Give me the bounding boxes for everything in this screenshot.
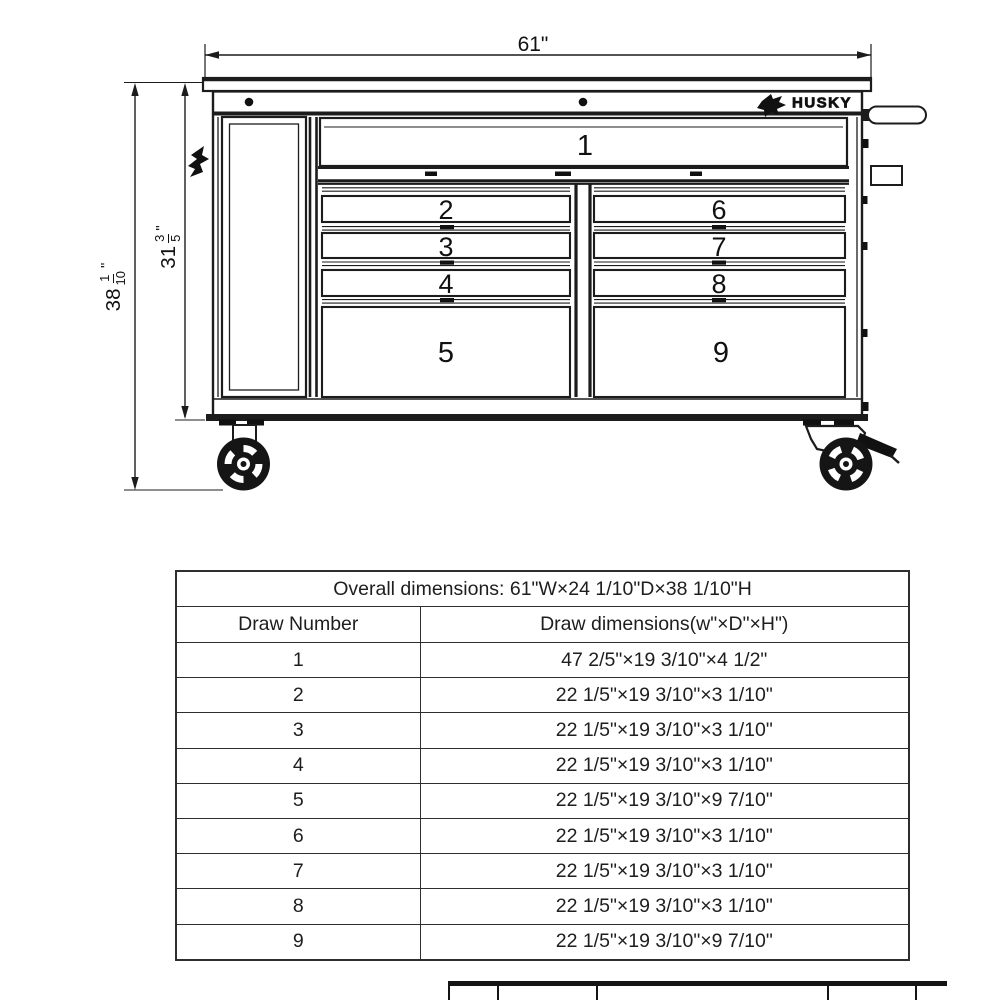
overall-dimensions-row <box>176 571 909 607</box>
draw-dimensions-cell: 22 1/5"×19 3/10"×3 1/10" <box>420 678 909 713</box>
door-latch <box>188 146 209 177</box>
drawer-6 <box>594 195 845 225</box>
draw-dimensions-header: Draw dimensions(w"×D"×H") <box>420 607 909 643</box>
drawer-9-label: 9 <box>712 337 730 369</box>
width-dimension-label: 61" <box>517 33 549 56</box>
drawer-7-label: 7 <box>711 232 727 262</box>
cabinet-door <box>222 117 306 397</box>
draw-number-cell: 9 <box>176 924 420 960</box>
draw-dimensions-cell: 22 1/5"×19 3/10"×9 7/10" <box>420 783 909 818</box>
draw-dimensions-cell: 47 2/5"×19 3/10"×4 1/2" <box>420 643 909 678</box>
cabinet-height-label <box>152 199 186 295</box>
drawer-4 <box>322 269 570 299</box>
drawer-1-label: 1 <box>576 130 594 162</box>
draw-dimensions-cell: 22 1/5"×19 3/10"×3 1/10" <box>420 748 909 783</box>
caster-left <box>217 420 270 491</box>
width-dimension <box>205 33 871 78</box>
overall-height-whole: 38 <box>102 288 125 312</box>
drawer-4-label: 4 <box>438 269 454 299</box>
drawer-3 <box>322 232 570 262</box>
draw-number-cell: 5 <box>176 783 420 818</box>
husky-logo-text: HUSKY <box>791 94 853 112</box>
table-row <box>176 643 909 678</box>
inch-mark: " <box>98 262 115 269</box>
door-drawer-divider <box>310 117 317 397</box>
dimensions-table <box>175 570 910 961</box>
column-divider <box>576 184 590 397</box>
table-row <box>176 748 909 783</box>
draw-dimensions-cell: 22 1/5"×19 3/10"×3 1/10" <box>420 889 909 924</box>
side-accessories <box>863 139 903 411</box>
draw-number-cell: 2 <box>176 678 420 713</box>
draw-number-cell: 1 <box>176 643 420 678</box>
cabinet-worktop <box>203 78 871 91</box>
drawer-7 <box>594 232 845 262</box>
table-row <box>176 678 909 713</box>
screw-dots <box>245 98 588 107</box>
drawer-5-label: 5 <box>437 337 455 369</box>
drawer-2-label: 2 <box>438 195 454 225</box>
draw-number-cell: 7 <box>176 854 420 889</box>
table-row <box>176 889 909 924</box>
draw-dimensions-cell: 22 1/5"×19 3/10"×3 1/10" <box>420 854 909 889</box>
overall-height-label <box>96 239 132 335</box>
draw-number-header: Draw Number <box>176 607 420 643</box>
drawer-3-label: 3 <box>438 232 454 262</box>
table-row <box>176 854 909 889</box>
side-handle <box>863 107 926 124</box>
drawer-6-label: 6 <box>711 195 727 225</box>
draw-dimensions-cell: 22 1/5"×19 3/10"×3 1/10" <box>420 818 909 853</box>
inch-mark: " <box>153 225 170 231</box>
drawer-1 <box>320 118 847 166</box>
draw-dimensions-cell: 22 1/5"×19 3/10"×9 7/10" <box>420 924 909 960</box>
table-row <box>176 924 909 960</box>
drawer-9 <box>594 307 845 397</box>
table-header-row <box>176 607 909 643</box>
draw-dimensions-cell: 22 1/5"×19 3/10"×3 1/10" <box>420 713 909 748</box>
drawer-5 <box>322 307 570 397</box>
table-row <box>176 818 909 853</box>
overall-height-fraction: 1 10 <box>97 271 128 286</box>
draw-number-cell: 6 <box>176 818 420 853</box>
table-row <box>176 713 909 748</box>
overall-dimensions-title: Overall dimensions: 61"W×24 1/10"D×38 1/10"H <box>176 571 909 607</box>
cabinet-height-whole: 31 <box>157 245 180 269</box>
draw-number-cell: 8 <box>176 889 420 924</box>
cabinet-height-fraction: 3 5 <box>152 234 183 242</box>
drawer-8 <box>594 269 845 299</box>
drawer-1-underband <box>318 168 849 181</box>
drawer-2 <box>322 195 570 225</box>
table-row <box>176 783 909 818</box>
draw-number-cell: 3 <box>176 713 420 748</box>
draw-number-cell: 4 <box>176 748 420 783</box>
caster-right <box>803 420 899 491</box>
drawer-8-label: 8 <box>711 269 727 299</box>
